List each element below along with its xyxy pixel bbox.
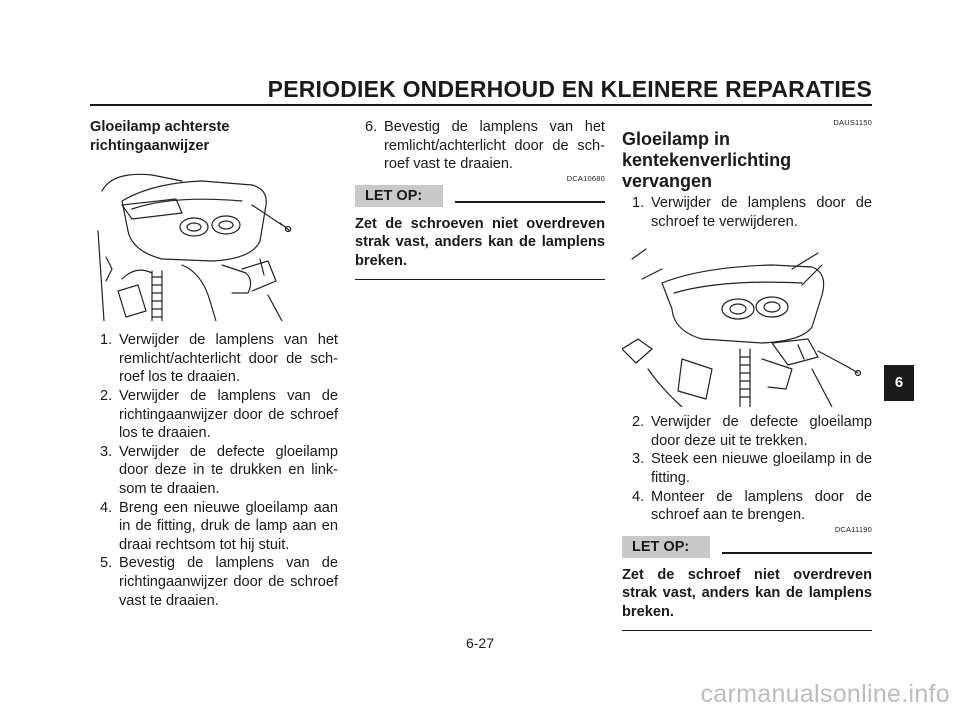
caution-header xyxy=(355,185,605,207)
list-item xyxy=(90,554,338,610)
step-number: 2. xyxy=(632,414,645,431)
step-number: 1. xyxy=(100,332,113,349)
step-text: Bevestig de lamplens van het remlicht/achterlicht door de sch-roef vast te draaien. xyxy=(384,119,605,173)
watermark: carmanualsonline.info xyxy=(700,680,950,708)
reference-code: DCA10680 xyxy=(566,173,605,183)
step-number: 4. xyxy=(100,499,113,516)
caution-header xyxy=(622,536,872,558)
steps-list-col1 xyxy=(90,331,338,610)
caution-text: Zet de schroef niet overdreven strak vast, anders kan de lamplens breken. xyxy=(622,566,872,620)
column-continued-steps xyxy=(355,118,605,280)
step-text: Breng een nieuwe gloeilamp aan in de fitting, druk de lamp aan en draai rechtsom tot hij stuit. xyxy=(119,499,338,553)
step-text: Monteer de lamplens door de schroef aan te brengen. xyxy=(651,488,872,524)
list-item xyxy=(90,443,338,499)
caution-label: LET OP: xyxy=(622,536,710,558)
caution-end-rule xyxy=(355,279,605,281)
list-item xyxy=(622,488,872,525)
list-item xyxy=(355,118,605,174)
caution-text: Zet de schroeven niet overdreven strak vast, anders kan de lamplens breken. xyxy=(355,215,605,269)
column-license-plate-light xyxy=(622,118,872,631)
list-item xyxy=(90,387,338,443)
caution-label: LET OP: xyxy=(355,185,443,207)
step-text: Steek een nieuwe gloeilamp in de fitting. xyxy=(651,451,872,486)
step-text: Verwijder de lamplens van het remlicht/achterlicht door de sch-roef los te draaien. xyxy=(119,332,338,386)
subheading-rear-turn-signal: Gloeilamp achterste richtingaanwijzer xyxy=(90,119,230,154)
caution-end-rule xyxy=(622,630,872,632)
step-number: 4. xyxy=(632,488,645,505)
reference-code: DAUS1150 xyxy=(833,118,872,127)
steps-list-col3b xyxy=(622,413,872,525)
header-divider xyxy=(90,104,872,106)
list-item xyxy=(622,450,872,487)
list-item xyxy=(622,413,872,450)
step-text: Verwijder de lamplens van de richtingaanwijzer door de schroef los te draaien. xyxy=(119,387,338,442)
caution-rule xyxy=(722,552,872,554)
step-number: 3. xyxy=(100,443,113,460)
step-number: 1. xyxy=(632,195,645,211)
step-number: 6. xyxy=(365,119,378,135)
step-number: 3. xyxy=(632,451,645,468)
rear-turn-signal-illustration xyxy=(92,161,302,321)
step-number: 5. xyxy=(100,555,113,572)
step-text: Bevestig de lamplens van de richtingaanwijzer door de schroef vast te draaien. xyxy=(119,555,338,609)
reference-code: DCA11190 xyxy=(834,524,872,534)
list-item xyxy=(622,194,872,231)
page-number: 6-27 xyxy=(465,635,495,651)
caution-rule xyxy=(455,201,605,203)
step-text: Verwijder de defecte gloeilamp door deze in te drukken en link-som te draaien. xyxy=(119,443,338,497)
column-rear-turn-signal xyxy=(90,118,338,610)
steps-list-col3a xyxy=(622,194,872,231)
list-item xyxy=(90,499,338,555)
step-text: Verwijder de defecte gloeilamp door deze uit te trekken. xyxy=(651,414,872,449)
step-text: Verwijder de lamplens door de schroef te verwijderen. xyxy=(651,195,872,230)
list-item xyxy=(90,331,338,387)
step-number: 2. xyxy=(100,387,113,404)
steps-list-col2 xyxy=(355,118,605,174)
chapter-title: PERIODIEK ONDERHOUD EN KLEINERE REPARATIES xyxy=(267,76,872,102)
section-title: Gloeilamp in kentekenverlichting vervangen xyxy=(622,129,792,191)
license-light-illustration xyxy=(622,239,872,407)
chapter-tab[interactable]: 6 xyxy=(884,365,914,401)
